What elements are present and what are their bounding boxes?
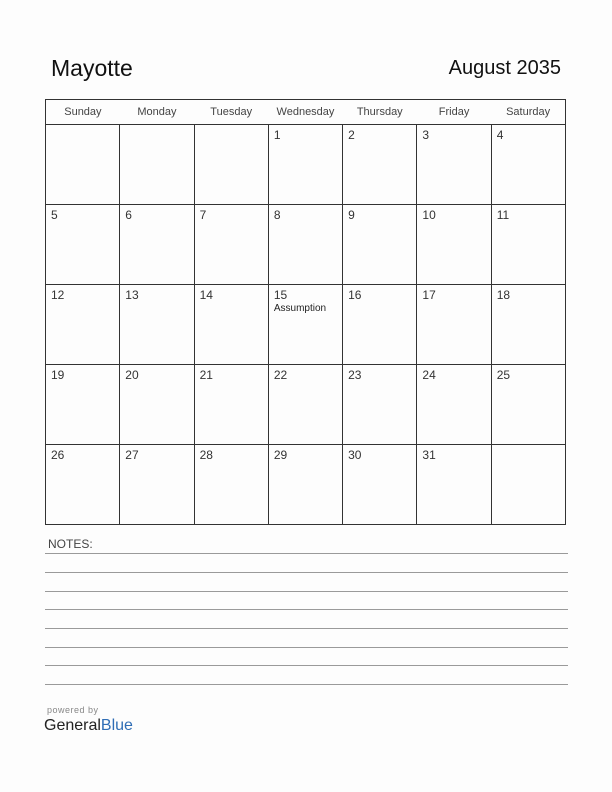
day-number: 26 bbox=[51, 448, 65, 462]
day-number: 5 bbox=[51, 208, 58, 222]
day-cell bbox=[194, 445, 268, 525]
day-number: 18 bbox=[496, 288, 511, 302]
day-number: 6 bbox=[125, 208, 132, 222]
note-line bbox=[45, 591, 568, 592]
weekday-header-row bbox=[46, 100, 566, 125]
logo-general-text: General bbox=[44, 717, 101, 734]
week-row bbox=[46, 365, 566, 445]
day-number: 13 bbox=[125, 288, 139, 302]
logo-blue-text: Blue bbox=[100, 717, 133, 734]
day-cell bbox=[343, 125, 417, 205]
day-number: 16 bbox=[348, 288, 362, 302]
note-line bbox=[45, 684, 568, 685]
note-line bbox=[45, 665, 568, 666]
day-cell bbox=[120, 125, 194, 205]
country-title: Mayotte bbox=[51, 55, 133, 81]
day-number: 14 bbox=[199, 288, 213, 302]
day-number: 11 bbox=[496, 208, 510, 222]
day-cell bbox=[46, 125, 120, 205]
note-line bbox=[45, 628, 568, 629]
powered-by-text: powered by bbox=[47, 705, 99, 715]
day-cell bbox=[46, 205, 120, 285]
weekday-header: Thursday bbox=[343, 100, 417, 125]
calendar-grid bbox=[45, 99, 566, 525]
day-number: 27 bbox=[125, 448, 139, 462]
day-number: 3 bbox=[422, 128, 430, 142]
day-number: 31 bbox=[422, 448, 436, 462]
day-cell bbox=[268, 445, 342, 525]
day-cell bbox=[491, 285, 565, 365]
day-number: 2 bbox=[348, 128, 355, 142]
week-row bbox=[46, 285, 566, 365]
day-cell bbox=[120, 445, 194, 525]
day-number: 9 bbox=[348, 208, 355, 222]
day-number: 10 bbox=[422, 208, 436, 222]
day-cell bbox=[343, 445, 417, 525]
weekday-header: Saturday bbox=[491, 100, 565, 125]
day-number: 17 bbox=[422, 288, 436, 302]
day-cell bbox=[491, 125, 565, 205]
day-number: 4 bbox=[496, 128, 504, 142]
weekday-header: Tuesday bbox=[194, 100, 268, 125]
day-number: 19 bbox=[51, 368, 65, 382]
day-cell bbox=[417, 285, 491, 365]
day-number: 23 bbox=[348, 368, 362, 382]
day-cell bbox=[417, 445, 491, 525]
day-number: 12 bbox=[51, 288, 65, 302]
day-number: 20 bbox=[125, 368, 139, 382]
day-cell bbox=[343, 285, 417, 365]
day-cell bbox=[343, 205, 417, 285]
day-cell bbox=[194, 125, 268, 205]
day-number: 25 bbox=[496, 368, 511, 382]
day-cell bbox=[194, 285, 268, 365]
day-number: 7 bbox=[199, 208, 207, 222]
day-number: 22 bbox=[273, 368, 288, 382]
day-number: 21 bbox=[199, 368, 213, 382]
note-line bbox=[45, 572, 568, 573]
generalblue-logo[interactable] bbox=[44, 717, 133, 735]
day-cell bbox=[46, 365, 120, 445]
weekday-header: Friday bbox=[417, 100, 491, 125]
day-cell bbox=[268, 285, 342, 365]
weekday-header: Sunday bbox=[46, 100, 120, 125]
day-cell bbox=[194, 205, 268, 285]
week-row bbox=[46, 205, 566, 285]
day-cell bbox=[417, 365, 491, 445]
day-number: 1 bbox=[273, 128, 281, 142]
day-number: 15 bbox=[273, 288, 288, 302]
day-number: 28 bbox=[199, 448, 213, 462]
notes-label: NOTES: bbox=[48, 537, 93, 551]
day-cell bbox=[491, 445, 565, 525]
day-cell bbox=[268, 205, 342, 285]
day-number: 8 bbox=[273, 208, 281, 222]
month-year-title: August 2035 bbox=[448, 57, 561, 79]
day-cell bbox=[268, 125, 342, 205]
week-row bbox=[46, 125, 566, 205]
day-cell bbox=[491, 205, 565, 285]
day-cell bbox=[194, 365, 268, 445]
day-cell bbox=[417, 205, 491, 285]
week-row bbox=[46, 445, 566, 525]
day-cell bbox=[491, 365, 565, 445]
day-cell bbox=[120, 365, 194, 445]
day-cell bbox=[120, 205, 194, 285]
weekday-header: Wednesday bbox=[268, 100, 342, 125]
note-line bbox=[45, 647, 568, 648]
day-number: 29 bbox=[273, 448, 288, 462]
day-cell bbox=[46, 285, 120, 365]
note-line bbox=[45, 553, 568, 554]
day-cell bbox=[120, 285, 194, 365]
weekday-header: Monday bbox=[120, 100, 194, 125]
holiday-label: Assumption bbox=[273, 303, 327, 314]
day-cell bbox=[343, 365, 417, 445]
day-cell bbox=[417, 125, 491, 205]
day-number: 24 bbox=[422, 368, 436, 382]
day-cell bbox=[46, 445, 120, 525]
note-line bbox=[45, 609, 568, 610]
day-number: 30 bbox=[348, 448, 362, 462]
day-cell bbox=[268, 365, 342, 445]
